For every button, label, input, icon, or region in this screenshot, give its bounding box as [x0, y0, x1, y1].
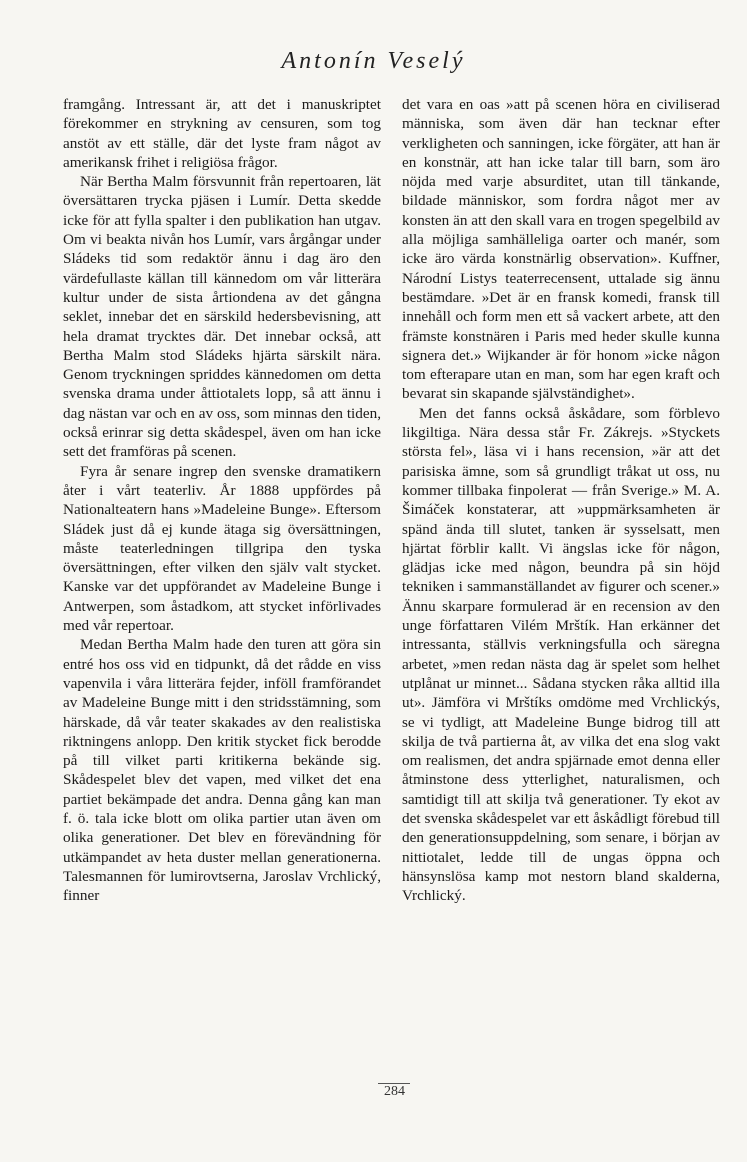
paragraph: Fyra år senare ingrep den svenske dramatikern åter i vårt teaterliv. År 1888 uppfördes på Nationalteatern hans »Madeleine Bunge». Eftersom Sládek just då ej kunde ätaga sig översättningen, måste teaterledningen tillgripa den tyska översättningen, efter vilken den själv valt stycket. Kanske var det uppförandet av Madeleine Bunge i Antwerpen, som åstadkom, att stycket införlivades med vår repertoar. — [63, 462, 381, 635]
paragraph: Medan Bertha Malm hade den turen att göra sin entré hos oss vid en tidpunkt, då det rådde en viss vapenvila i våra litterära fejder, inföll framförandet av Madeleine Bunge mitt i den stridsstämning, som härskade, då vår teater skakades av den realistiska riktningens anlopp. Den kritik stycket fick berodde på till vilket parti kritikerna bekände sig. Skådespelet blev det vapen, med vilket det ena partiet bekämpade det andra. Denna gång kan man f. ö. tala icke blott om olika partier utan även om olika generationer. Det blev en förevändning för utkämpandet av heta duster mellan generationerna. Talesmannen för lumirovtserna, Jaroslav Vrchlický, finner — [63, 636, 381, 905]
running-head: Antonín Veselý — [281, 48, 466, 74]
paragraph: framgång. Intressant är, att det i manuskriptet förekommer en strykning av censuren, som tog anstöt av ett ställe, där det lyste fram något av amerikansk frihet i religiösa frågor. — [63, 96, 381, 171]
left-column — [63, 95, 381, 905]
paragraph: När Bertha Malm försvunnit från repertoaren, lät översättaren trycka pjäsen i Lumír. Detta skedde icke för att fylla spalter i den publikation han utgav. Om vi beakta nivån hos Lumír, vars årgångar under Sládeks tid som redaktör ännu i dag äro den värdefullaste källan till kännedom om vår litterära kultur under de sista årtiondena av det gångna seklet, innebar det en särskild hedersbevisning, att hela dramat trycktes där. Det innebar också, att Bertha Malm stod Sládeks hjärta särskilt nära. Genom tryckningen spriddes kännedomen om detta svenska drama under åttiotalets lopp, så att ännu i dag nästan var och en av oss, som minnas den tiden, också erinrar sig detta skådespel, även om han icke sett det framföras på scenen. — [63, 173, 381, 461]
paragraph: Men det fanns också åskådare, som förblevo likgiltiga. Nära dessa står Fr. Zákrejs. »Styckets största fel», läsa vi i hans recension, »är att det parisiska ämne, som så grundligt tråkat ut oss, nu kommer tillbaka finpolerat — från Sverige.» M. A. Šimáček konstaterar, att »uppmärksamheten är spänd ända till slutet, tanken är sysselsatt, men hjärtat förblir kallt. Vi ängslas icke för någon, glädjas icke med någon, beundra på sin höjd tekniken i sammanställandet av figurer och scener.» Ännu skarpare formulerad är en recension av den unge författaren Vilém Mrštík. Han erkänner det intressanta, ställvis verkningsfulla och säregna arbetet, »men redan nästa dag är spelet som helhet utplånat ur minnet... Sådana stycken råka alltid illa ut». Jämföra vi Mrštíks omdöme med Vrchlickýs, se vi tydligt, att Madeleine Bunge bidrog till att skilja de två partierna åt, av vilka det ena slog vakt om realismen, det andra spjärnade emot denna eller åtminstone dess ytterlighet, naturalismen, och samtidigt till att skilja två generationer. Ty ekot av det svenska skådespelet var ett åskådligt förebud till den generationsuppdelning, som senare, i början av nittiotalet, ledde till de ungas öppna och hänsynslösa kamp mot nestorn bland skalderna, Vrchlický. — [402, 404, 720, 905]
paragraph: det vara en oas »att på scenen höra en civiliserad människa, som även där han tecknar efter verkligheten och sanningen, icke förgäter, att han är en konstnär, att han icke talar till barn, som äro nöjda med varje absurditet, utan till tänkande, bildade människor, som fordra något mer av konsten än att den skall vara en trogen spegelbild av alla möjliga samhälleliga oarter och manér, som icke äro värda konstnärlig observation». Kuffner, Národní Listys teaterrecensent, uttalade sig ännu bestämdare. »Det är en fransk komedi, fransk till innehåll och form men ett så vackert arbete, att den främste konstnären i Paris med heder skulle kunna signera det.» Wijkander är för honom »icke någon tom efterapare utan en man, som har egen kraft och bevarat sin skapande självständighet». — [402, 96, 720, 403]
page-number: 284 — [384, 1084, 405, 1099]
right-column — [402, 95, 720, 905]
